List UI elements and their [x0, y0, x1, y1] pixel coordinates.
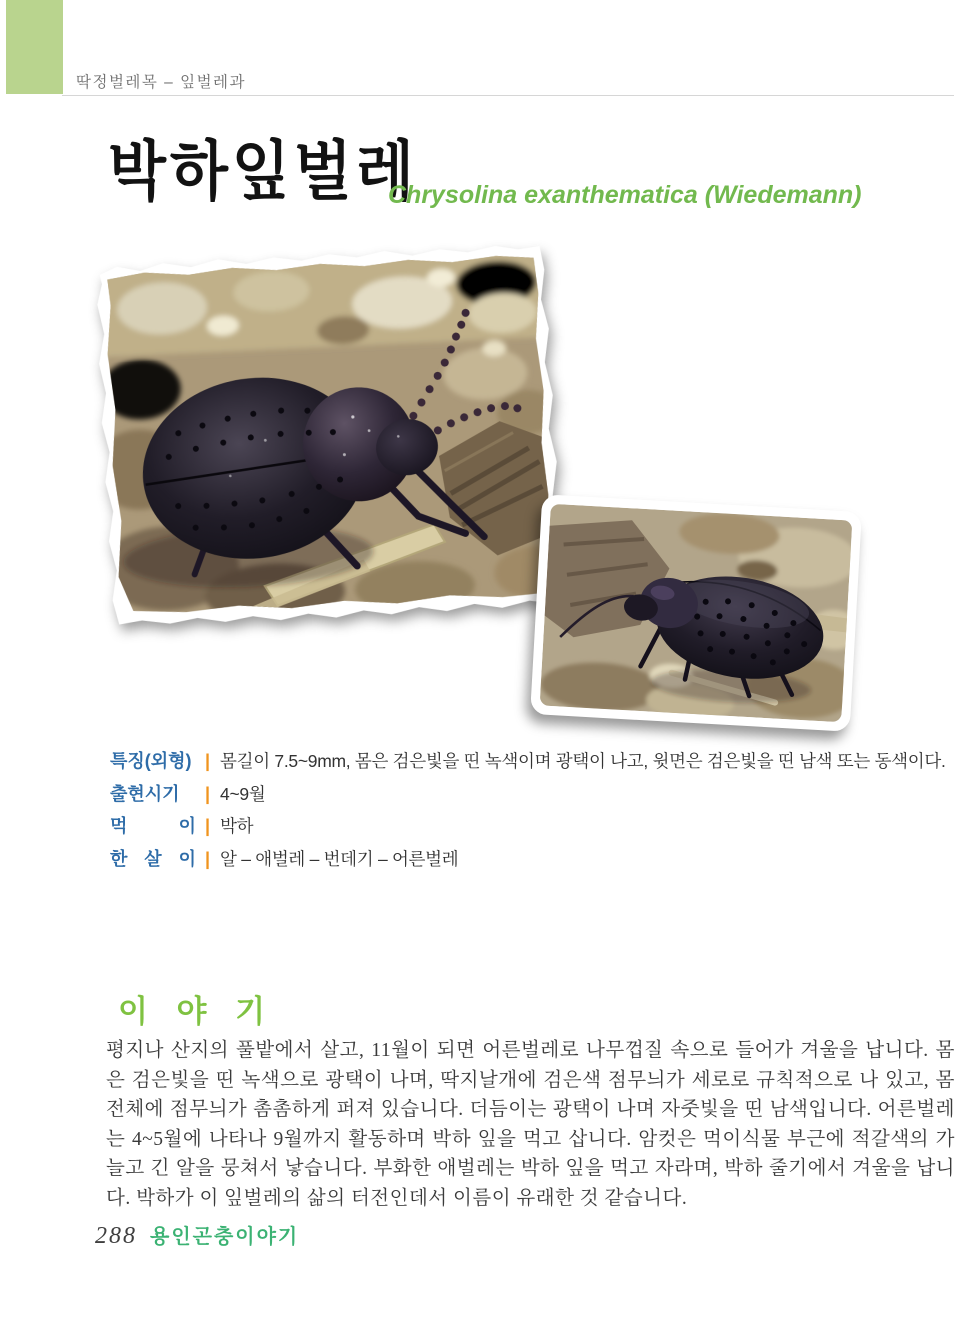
story-heading: 이 야 기	[118, 994, 276, 1029]
header-divider	[62, 95, 954, 96]
info-value: 4~9월	[220, 783, 266, 804]
info-row-food	[110, 812, 956, 845]
beetle-side-view-illustration	[540, 504, 853, 723]
info-separator: |	[205, 816, 211, 836]
scientific-name: Chrysolina exanthematica (Wiedemann)	[388, 181, 862, 209]
info-value: 알 – 애벌레 – 번데기 – 어른벌레	[220, 848, 459, 869]
info-separator: |	[205, 751, 211, 771]
series-logo: 용인곤충이야기	[150, 1226, 300, 1248]
info-value: 몸길이 7.5~9mm, 몸은 검은빛을 띤 녹색이며 광택이 나고, 윗면은 검은빛을 띤 남색 또는 동색이다.	[220, 751, 946, 771]
header-taxonomy: 딱정벌레목 – 잎벌레과	[76, 74, 246, 91]
story-paragraph: 평지나 산지의 풀밭에서 살고, 11월이 되면 어른벌레로 나무껍질 속으로 들어가 겨울을 납니다. 몸은 검은빛을 띤 녹색으로 광택이 나며, 딱지날개에 검은색 점무늬가 세로로 규칙적으로 나 있고, 몸 전체에 점무늬가 촘촘하게 퍼져 있습니다. 더듬이는 광택이 나며 자줏빛을 띤 남색입니다. 어른벌레는 4~5월에 나타나 9월까지 활동하며 박하 잎을 먹고 삽니다. 암컷은 먹이식물 부근에 적갈색의 가늘고 긴 알을 뭉쳐서 낳습니다. 부화한 애벌레는 박하 잎을 먹고 자라며, 박하 줄기에서 겨울을 납니다. 박하가 이 잎벌레의 삶의 터전인데서 이름이 유래한 것 같습니다.	[106, 1040, 955, 1209]
beetle-top-view-illustration	[100, 251, 555, 619]
page-title: 박하잎벌레	[108, 135, 418, 208]
info-label: 먹 이	[110, 816, 196, 836]
page-footer	[95, 1220, 299, 1250]
info-label: 한 살 이	[110, 848, 196, 869]
info-separator: |	[205, 848, 211, 869]
info-label: 출현시기	[110, 783, 180, 804]
info-value: 박하	[220, 816, 254, 836]
page-number: 288	[95, 1223, 137, 1249]
info-label: 특징(외형)	[110, 751, 192, 771]
main-photo-torn-frame	[89, 240, 567, 631]
info-list	[110, 747, 956, 877]
info-row-season	[110, 780, 956, 813]
corner-accent-box	[6, 0, 63, 94]
info-separator: |	[205, 783, 211, 804]
main-photo	[89, 240, 567, 631]
info-row-features	[110, 747, 956, 780]
secondary-photo	[530, 494, 862, 732]
info-row-lifecycle	[110, 845, 956, 878]
